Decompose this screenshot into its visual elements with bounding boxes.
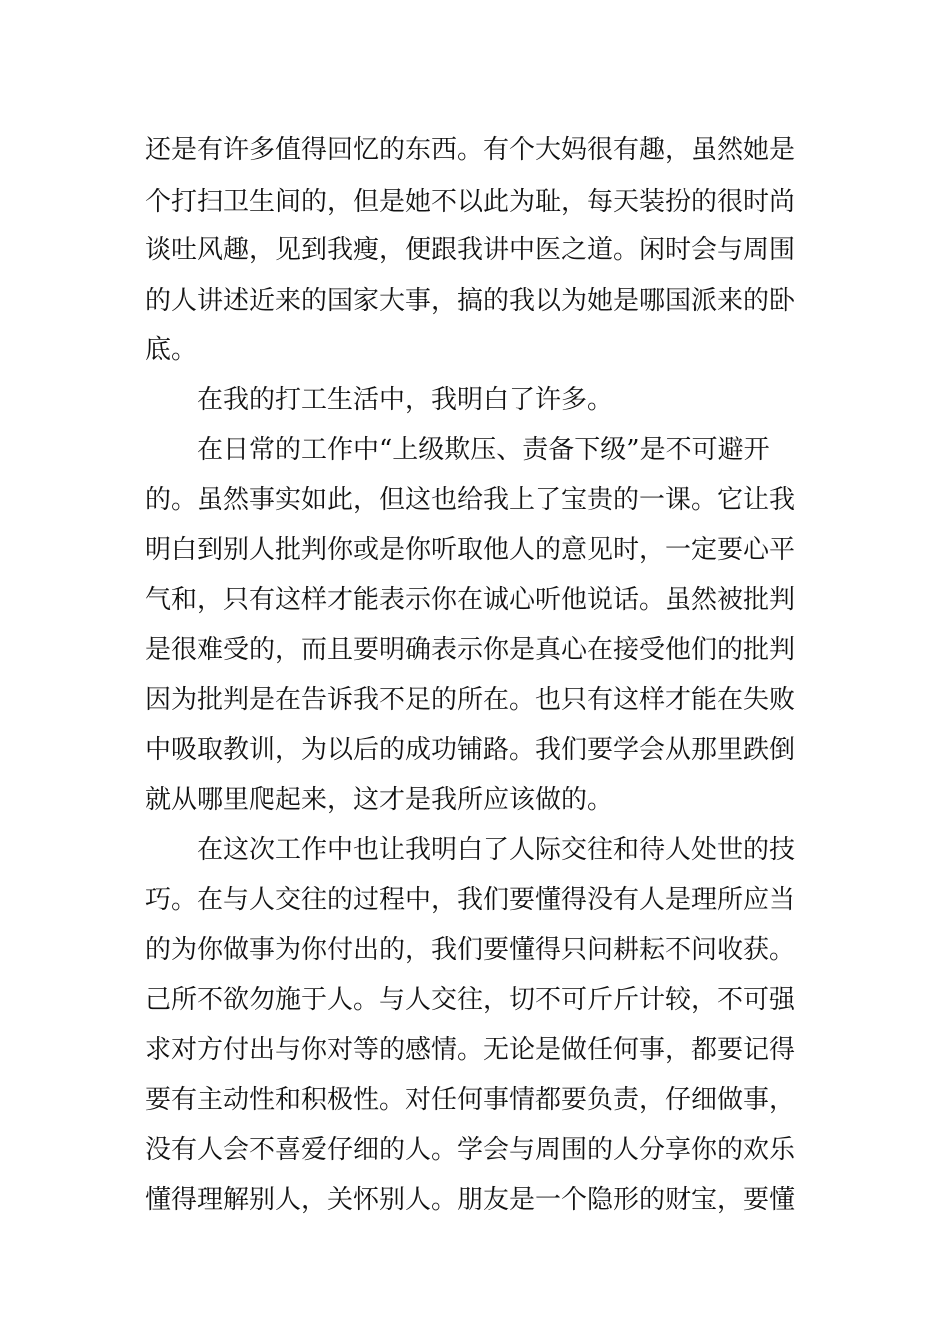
text-line: 懂得理解别人，关怀别人。朋友是一个隐形的财宝，要懂 [145,1185,796,1215]
text-line: 还是有许多值得回忆的东西。有个大妈很有趣，虽然她是 [145,135,796,165]
text-line: 要有主动性和积极性。对任何事情都要负责，仔细做事， [145,1085,796,1115]
paragraph-first-line: 在这次工作中也让我明白了人际交往和待人处世的技 [197,835,796,865]
text-line: 没有人会不喜爱仔细的人。学会与周围的人分享你的欢乐 [145,1135,796,1165]
text-line: 底。 [145,335,198,365]
text-line: 己所不欲勿施于人。与人交往，切不可斤斤计较，不可强 [145,985,796,1015]
text-line: 巧。在与人交往的过程中，我们要懂得没有人是理所应当 [145,885,796,915]
paragraph-first-line: 在我的打工生活中，我明白了许多。 [197,385,614,415]
text-line: 是很难受的，而且要明确表示你是真心在接受他们的批判 [145,635,796,665]
text-line: 个打扫卫生间的，但是她不以此为耻，每天装扮的很时尚 [145,187,796,217]
text-line: 谈吐风趣，见到我瘦，便跟我讲中医之道。闲时会与周围 [145,235,796,265]
paragraph-first-line: 在日常的工作中“上级欺压、责备下级”是不可避开 [197,435,770,465]
text-line: 就从哪里爬起来，这才是我所应该做的。 [145,785,614,815]
text-line: 中吸取教训，为以后的成功铺路。我们要学会从那里跌倒 [145,735,796,765]
text-line: 的为你做事为你付出的，我们要懂得只问耕耘不问收获。 [145,935,796,965]
text-line: 气和，只有这样才能表示你在诚心听他说话。虽然被批判 [145,585,796,615]
text-line: 求对方付出与你对等的感情。无论是做任何事，都要记得 [145,1035,796,1065]
text-line: 明白到别人批判你或是你听取他人的意见时，一定要心平 [145,535,796,565]
text-line: 的。虽然事实如此，但这也给我上了宝贵的一课。它让我 [145,485,796,515]
text-line: 的人讲述近来的国家大事，搞的我以为她是哪国派来的卧 [145,286,796,316]
text-line: 因为批判是在告诉我不足的所在。也只有这样才能在失败 [145,685,796,715]
